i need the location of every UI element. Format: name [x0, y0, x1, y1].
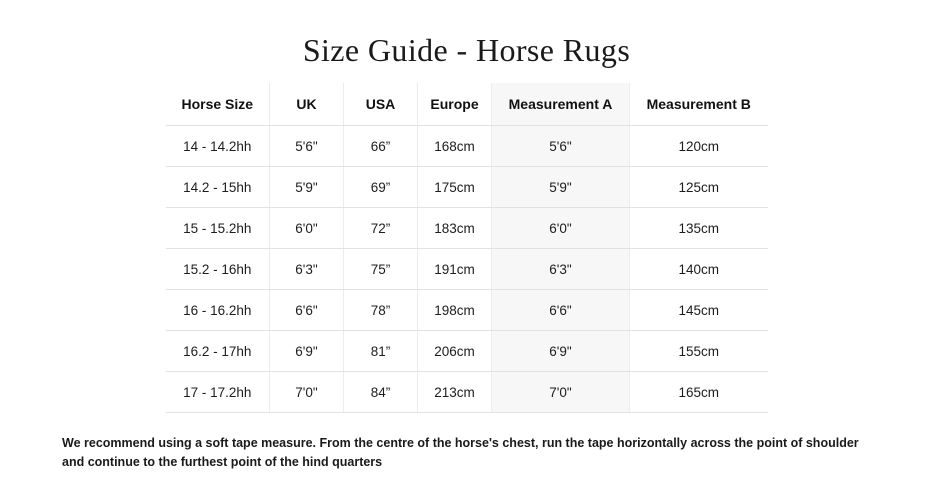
column-header-measurement-b: Measurement B [630, 83, 768, 126]
cell-horse-size: 16 - 16.2hh [166, 290, 270, 331]
column-header-uk: UK [270, 83, 344, 126]
table-row [166, 249, 768, 290]
cell-usa: 66” [344, 126, 418, 167]
size-table-container [166, 83, 768, 413]
measuring-instructions: We recommend using a soft tape measure. From the centre of the horse's chest, run the tape horizontally across the point of shoulder and continue to the furthest point of the hind quarters [62, 436, 859, 469]
cell-measurement-a: 6'9" [492, 331, 630, 372]
cell-measurement-b: 165cm [630, 372, 768, 413]
column-header-horse-size: Horse Size [166, 83, 270, 126]
column-header-usa: USA [344, 83, 418, 126]
cell-europe: 168cm [418, 126, 492, 167]
cell-measurement-a: 5'9" [492, 167, 630, 208]
cell-uk: 6'0" [270, 208, 344, 249]
cell-uk: 7'0" [270, 372, 344, 413]
table-row [166, 331, 768, 372]
table-row [166, 208, 768, 249]
cell-europe: 175cm [418, 167, 492, 208]
cell-uk: 6'6" [270, 290, 344, 331]
cell-usa: 69” [344, 167, 418, 208]
table-header [166, 83, 768, 126]
cell-uk: 5'6" [270, 126, 344, 167]
column-header-europe: Europe [418, 83, 492, 126]
table-row [166, 372, 768, 413]
table-body [166, 126, 768, 413]
cell-usa: 72” [344, 208, 418, 249]
page-title: Size Guide - Horse Rugs [302, 32, 631, 68]
cell-uk: 6'9" [270, 331, 344, 372]
cell-measurement-a: 6'6" [492, 290, 630, 331]
cell-horse-size: 15 - 15.2hh [166, 208, 270, 249]
cell-usa: 78” [344, 290, 418, 331]
cell-uk: 6'3" [270, 249, 344, 290]
table-row [166, 126, 768, 167]
cell-horse-size: 14 - 14.2hh [166, 126, 270, 167]
cell-usa: 84” [344, 372, 418, 413]
cell-measurement-b: 135cm [630, 208, 768, 249]
cell-horse-size: 17 - 17.2hh [166, 372, 270, 413]
table-row [166, 290, 768, 331]
table-row [166, 167, 768, 208]
size-guide-table [166, 83, 768, 413]
column-header-measurement-a: Measurement A [492, 83, 630, 126]
cell-europe: 198cm [418, 290, 492, 331]
cell-horse-size: 14.2 - 15hh [166, 167, 270, 208]
cell-measurement-b: 155cm [630, 331, 768, 372]
cell-measurement-a: 7'0" [492, 372, 630, 413]
cell-measurement-b: 125cm [630, 167, 768, 208]
cell-europe: 183cm [418, 208, 492, 249]
cell-europe: 213cm [418, 372, 492, 413]
cell-europe: 191cm [418, 249, 492, 290]
cell-uk: 5'9" [270, 167, 344, 208]
cell-measurement-a: 6'0" [492, 208, 630, 249]
cell-measurement-b: 140cm [630, 249, 768, 290]
cell-europe: 206cm [418, 331, 492, 372]
cell-horse-size: 15.2 - 16hh [166, 249, 270, 290]
cell-usa: 75” [344, 249, 418, 290]
cell-usa: 81” [344, 331, 418, 372]
cell-measurement-a: 6'3" [492, 249, 630, 290]
cell-horse-size: 16.2 - 17hh [166, 331, 270, 372]
table-header-row [166, 83, 768, 126]
cell-measurement-b: 120cm [630, 126, 768, 167]
cell-measurement-b: 145cm [630, 290, 768, 331]
cell-measurement-a: 5'6" [492, 126, 630, 167]
